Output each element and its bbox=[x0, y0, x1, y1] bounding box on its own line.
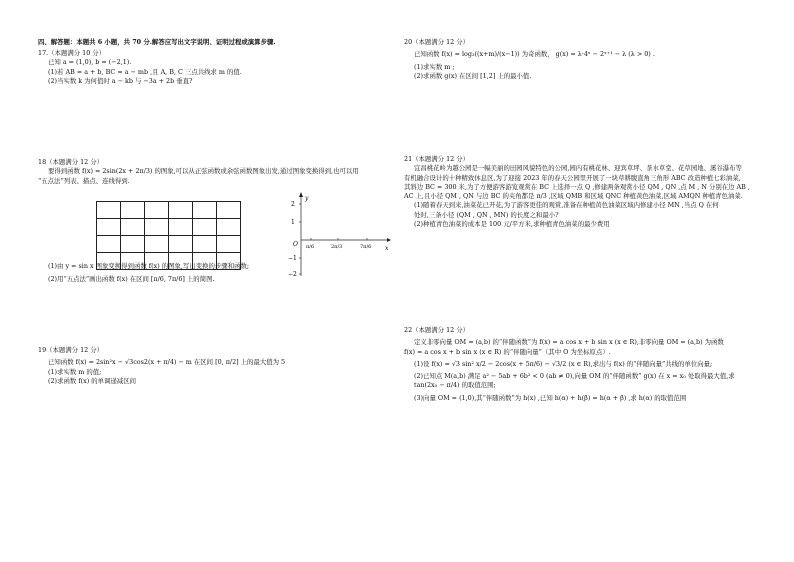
q18-part2: (2)用“五点法”画出函数 f(x) 在区间 [π/6, 7π/6] 上的简图. bbox=[48, 275, 215, 284]
y-tick-neg1: −1 bbox=[288, 255, 297, 262]
q22-head: 22（本题满分 12 分） bbox=[404, 326, 470, 334]
q20-part1: (1)求实数 m ; bbox=[414, 62, 455, 71]
q19-head: 19（本题满分 12 分） bbox=[38, 346, 104, 354]
q18-line2: “五点法”列表、描点、连线得到. bbox=[38, 176, 130, 185]
origin-label: O bbox=[293, 241, 298, 248]
q21-head: 21（本题满分 12 分） bbox=[404, 155, 470, 163]
q18-parts bbox=[38, 262, 249, 285]
y-tick-1: 1 bbox=[291, 219, 295, 226]
q21-part1a: (1)随着春天到来,油菜花已开花,为了游客更佳的观赏,准备在种植黄色油菜区域内修建小径 MN ,当点 Q 在何 bbox=[414, 201, 719, 210]
q18-part1: (1)由 y = sin x 图象变换得到函数 f(x) 的图象,写出变换的步骤和函数; bbox=[48, 262, 250, 270]
q18-coordinate-axes bbox=[288, 192, 391, 280]
q19-part2: (2)求函数 f(x) 的单调递减区间 bbox=[48, 376, 136, 385]
q21-part2: (2)种植青色油菜的成本是 100 元/平方米,求种植青色油菜的最少费用 bbox=[414, 219, 610, 228]
y-axis-label: y bbox=[305, 195, 309, 202]
q17-head: 17.（本题满分 10 分） bbox=[38, 49, 106, 57]
y-tick-neg2: −2 bbox=[288, 271, 297, 278]
q22-part2b: tan(2x₀ − π/4) 的取值范围; bbox=[414, 381, 496, 390]
q17-intro: 已知 a = (1,0), b = (−2,1). bbox=[48, 58, 132, 67]
q21-line1: 宜昌桃花岭为越公园是一幅美丽的田园风貌特色的公园,园内有桃花林、迎宾草坪、茶水草堂、花草园地、溪谷瀑布等 bbox=[414, 164, 742, 173]
q22-part1: (1)设 f(x) = √3 sin² x/2 − 2cos(x + 5π/6) − √3/2 (x ∈ R),求出与 f(x) 的“伴随向量”共线的单位向量; bbox=[414, 359, 713, 368]
question-17 bbox=[38, 49, 242, 86]
q21-line4: AC 上,且小径 QM , QN 与边 BC 的夹角都是 π/3 ,区域 QMB 和区域 QNC 种植黄色油菜,区域 AMQN 种植青色油菜. bbox=[404, 192, 743, 201]
q19-part1: (1)求实数 m 的值; bbox=[48, 367, 102, 376]
q22-line2: f(x) = a cos x + b sin x (x ∈ R) 的“伴随向量”（其中 O 为坐标原点）. bbox=[404, 347, 611, 356]
q19-intro: 已知函数 f(x) = 2sin²x − √3cos2(x + π/4) − m 在区间 [0, π/2] 上的最大值为 5 bbox=[48, 358, 286, 367]
x-tick-7pi6: 7π/6 bbox=[360, 244, 372, 250]
q21-part1b: 处时,三条小径 (QM , QN , MN) 的长度之和最小? bbox=[414, 210, 559, 219]
q21-line3: 其斜边 BC = 300 米,为了方便游客游览观赏在 BC 上选择一点 Q ,修建两条观赏小径 QM , QN ,点 M , N 分别在边 AB , bbox=[404, 182, 750, 191]
question-22 bbox=[404, 326, 769, 403]
q20-intro: 已知函数 f(x) = log₃((x+m)/(x−1)) 为奇函数， g(x) = λ·4ˣ − 2ˣ⁺¹ − λ (λ > 0) . bbox=[414, 50, 655, 59]
q20-head: 20（本题满分 12 分） bbox=[404, 38, 470, 46]
question-21 bbox=[404, 155, 769, 229]
q22-line1: 定义非零向量 OM = (a,b) 的“伴随函数”为 f(x) = a cos x + b sin x (x ∈ R),非零向量 OM = (a,b) 为函数 bbox=[414, 338, 724, 347]
q20-part2: (2)求函数 g(x) 在区间 [1,2] 上的最小值. bbox=[414, 71, 532, 80]
q18-table bbox=[96, 201, 241, 270]
q18-line1: 要得到函数 f(x) = 2sin(2x + 2π/3) 的图象,可以从正弦函数或余弦函数图象出发,通过图象变换得到,也可以用 bbox=[48, 167, 359, 176]
y-tick-2: 2 bbox=[291, 201, 295, 208]
question-20 bbox=[404, 38, 655, 81]
q22-part3: (3)向量 OM = (1,0),其“伴随函数”为 h(x) ,已知 h(α) + h(β) = h(α + β) ,求 h(α) 的取值范围 bbox=[414, 393, 687, 402]
q18-head: 18（本题满分 12 分） bbox=[38, 158, 104, 166]
q17-part1: (1)若 AB = a + b, BC = a − mb ,且 A, B, C 三点共线求 m 的值. bbox=[48, 67, 242, 76]
q21-line2: 有机融合设计的十种精致休息区,为了迎接 2023 年的春天公园里开展了一块草耕腹直角三角形 ABC 改造种植七彩油菜, bbox=[404, 173, 741, 182]
x-axis-label: x bbox=[385, 245, 389, 252]
section-header: 四、解答题：本题共 6 小题，共 70 分.解答应写出文字说明、证明过程或演算步骤. bbox=[38, 38, 276, 46]
q22-part2a: (2)已知点 M(a,b) 满足 a² − 5ab + 6b² < 0 (ab ≠ 0),向量 OM 的“伴随函数” g(x) 在 x = x₀ 处取得最大值,求 bbox=[414, 372, 735, 381]
question-18 bbox=[38, 158, 388, 186]
q17-part2: (2)当实数 k 为何值时 a − kb 与 −3a + 2b 垂直? bbox=[48, 76, 193, 85]
question-19 bbox=[38, 346, 285, 386]
x-tick-pi6: π/6 bbox=[306, 244, 315, 250]
x-tick-2pi3: 2π/3 bbox=[331, 244, 343, 250]
